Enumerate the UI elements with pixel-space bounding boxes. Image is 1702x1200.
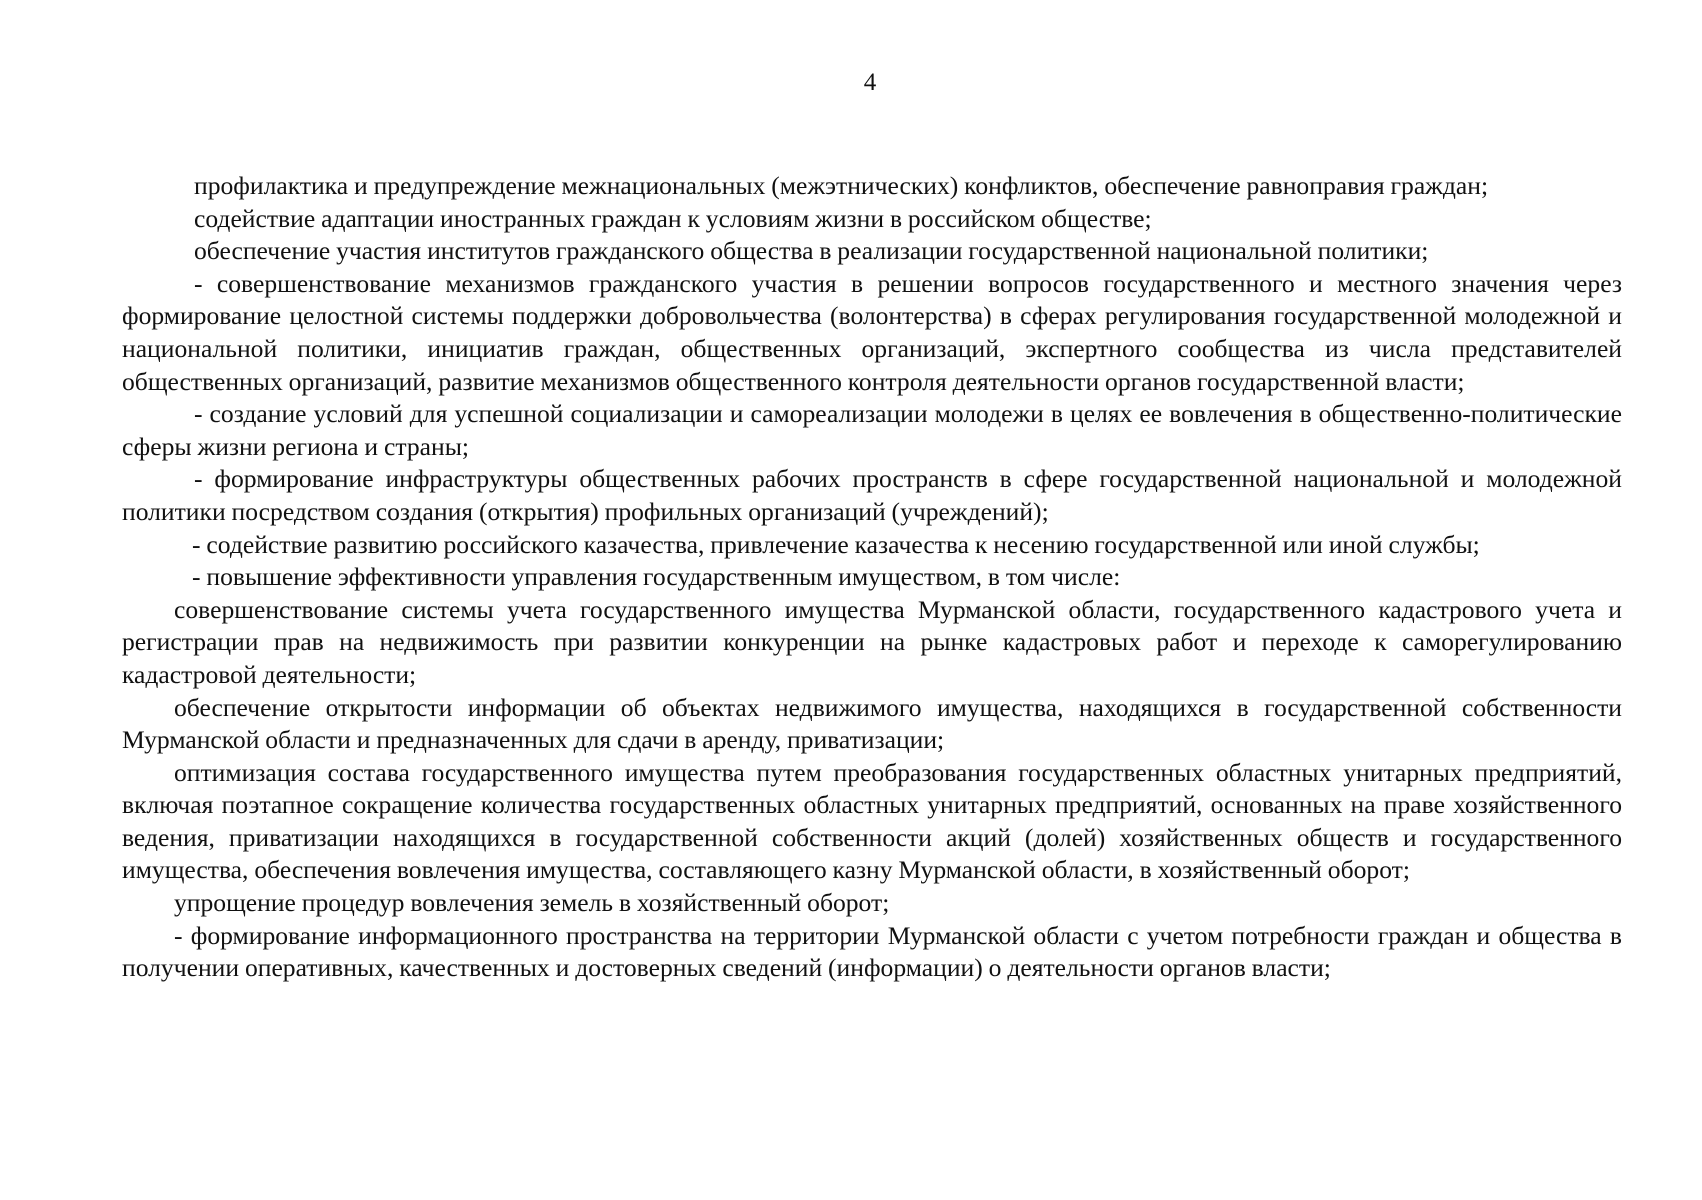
paragraph: обеспечение открытости информации об объектах недвижимого имущества, находящихся в государственной собственности Мурманской области и предназначенных для сдачи в аренду, приватизации;: [122, 692, 1622, 755]
paragraph: - формирование инфраструктуры общественных рабочих пространств в сфере государственной национальной и молодежной политики посредством создания (открытия) профильных организаций (учреждений);: [122, 464, 1622, 526]
paragraph: обеспечение участия институтов гражданского общества в реализации государственной национальной политики;: [194, 236, 1429, 266]
paragraph: - повышение эффективности управления государственным имуществом, в том числе:: [192, 562, 1121, 592]
paragraph: оптимизация состава государственного имущества путем преобразования государственных областных унитарных предприятий, включая поэтапное сокращение количества государственных областных унитарных предприятий, основанных на праве хозяйственного ведения, приватизации находящихся в государственной собственности акций (долей) хозяйственных обществ и государственного имущества, обеспечения вовлечения имущества, составляющего казну Мурманской области, в хозяйственный оборот;: [122, 757, 1622, 885]
document-body: [122, 170, 1622, 985]
page-number: 4: [863, 69, 877, 96]
paragraph: - содействие развитию российского казачества, привлечение казачества к несению государственной или иной службы;: [192, 529, 1480, 559]
paragraph: совершенствование системы учета государственного имущества Мурманской области, государственного кадастрового учета и регистрации прав на недвижимость при развитии конкуренции на рынке кадастровых работ и переходе к саморегулированию кадастровой деятельности;: [122, 594, 1622, 689]
paragraph: содействие адаптации иностранных граждан к условиям жизни в российском обществе;: [194, 203, 1152, 233]
paragraph: профилактика и предупреждение межнациональных (межэтнических) конфликтов, обеспечение равноправия граждан;: [194, 171, 1489, 200]
paragraph: - формирование информационного пространства на территории Мурманской области с учетом потребности граждан и общества в получении оперативных, качественных и достоверных сведений (информации) о деятельности органов власти;: [122, 920, 1622, 983]
paragraph: упрощение процедур вовлечения земель в хозяйственный оборот;: [174, 888, 890, 918]
paragraph: - создание условий для успешной социализации и самореализации молодежи в целях ее вовлечения в общественно-политические сферы жизни региона и страны;: [122, 399, 1622, 461]
paragraph: - совершенствование механизмов гражданского участия в решении вопросов государственного и местного значения через формирование целостной системы поддержки добровольчества (волонтерства) в сферах регулирования государственной молодежной и национальной политики, инициатив граждан, общественных организаций, экспертного сообщества из числа представителей общественных организаций, развитие механизмов общественного контроля деятельности органов государственной власти;: [122, 268, 1622, 396]
